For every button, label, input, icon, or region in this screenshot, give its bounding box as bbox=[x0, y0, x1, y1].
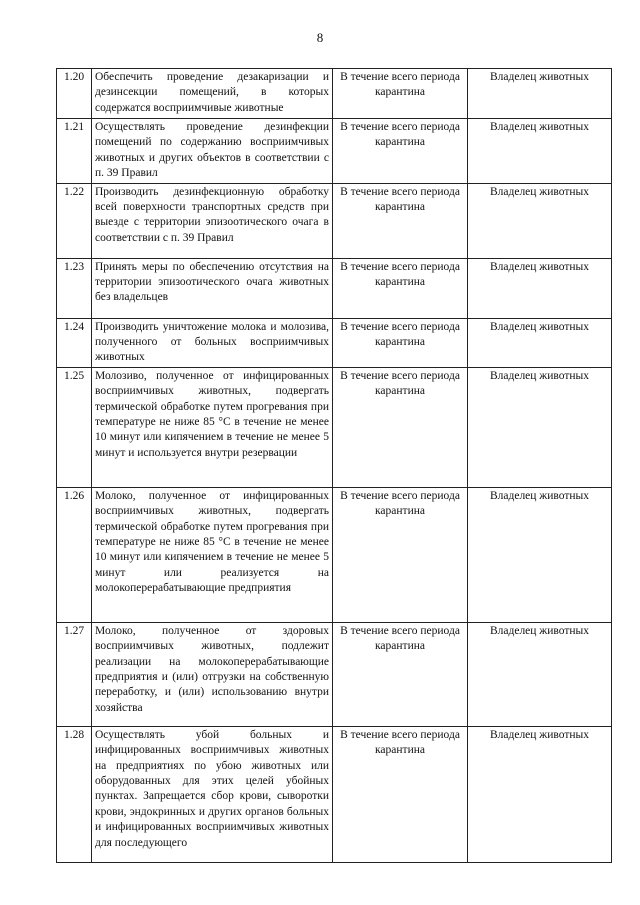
row-number: 1.28 bbox=[57, 726, 92, 862]
row-term: В течение всего периода карантина bbox=[333, 318, 468, 367]
row-responsible: Владелец животных bbox=[468, 258, 612, 318]
table-row bbox=[57, 258, 612, 318]
row-term: В течение всего периода карантина bbox=[333, 487, 468, 622]
row-action: Обеспечить проведение дезакаризации и дезинсекции помещений, в которых содержатся восприимчивые животные bbox=[92, 69, 333, 119]
row-responsible: Владелец животных bbox=[468, 367, 612, 487]
table-row bbox=[57, 119, 612, 184]
row-action: Осуществлять убой больных и инфицированных восприимчивых животных на предприятиях по убою животных или оборудованных для этих целей убойных пунктах. Запрещается сбор крови, сыворотки крови, эндокринных и других органов больных и инфицированных восприимчивых животных для последующего bbox=[92, 726, 333, 862]
row-action: Осуществлять проведение дезинфекции помещений по содержанию восприимчивых животных и других объектов в соответствии с п. 39 Правил bbox=[92, 119, 333, 184]
row-responsible: Владелец животных bbox=[468, 318, 612, 367]
row-responsible: Владелец животных bbox=[468, 487, 612, 622]
row-number: 1.22 bbox=[57, 183, 92, 258]
row-term: В течение всего периода карантина bbox=[333, 726, 468, 862]
row-action: Производить дезинфекционную обработку всей поверхности транспортных средств при выезде с территории эпизоотического очага в соответствии с п. 39 Правил bbox=[92, 183, 333, 258]
row-action: Молоко, полученное от здоровых восприимчивых животных, подлежит реализации на молокоперерабатывающие предприятия и (или) отгрузки на собственную переработку, и (или) использованию внутри хозяйства bbox=[92, 622, 333, 726]
table-row bbox=[57, 183, 612, 258]
row-responsible: Владелец животных bbox=[468, 622, 612, 726]
measures-table bbox=[56, 68, 612, 863]
row-term: В течение всего периода карантина bbox=[333, 119, 468, 184]
row-action: Молозиво, полученное от инфицированных восприимчивых животных, подвергать термической обработке путем прогревания при температуре не ниже 85 °С в течение не менее 10 минут или кипячением в течение не менее 5 минут и используется внутри резервации bbox=[92, 367, 333, 487]
table-row bbox=[57, 487, 612, 622]
row-number: 1.26 bbox=[57, 487, 92, 622]
row-responsible: Владелец животных bbox=[468, 726, 612, 862]
row-term: В течение всего периода карантина bbox=[333, 183, 468, 258]
row-action: Принять меры по обеспечению отсутствия на территории эпизоотического очага животных без владельцев bbox=[92, 258, 333, 318]
table-row bbox=[57, 69, 612, 119]
row-number: 1.24 bbox=[57, 318, 92, 367]
row-responsible: Владелец животных bbox=[468, 119, 612, 184]
table-row bbox=[57, 622, 612, 726]
row-number: 1.23 bbox=[57, 258, 92, 318]
row-responsible: Владелец животных bbox=[468, 183, 612, 258]
row-action: Производить уничтожение молока и молозива, полученного от больных восприимчивых животных bbox=[92, 318, 333, 367]
row-term: В течение всего периода карантина bbox=[333, 69, 468, 119]
row-number: 1.20 bbox=[57, 69, 92, 119]
row-number: 1.21 bbox=[57, 119, 92, 184]
table-row bbox=[57, 726, 612, 862]
row-term: В течение всего периода карантина bbox=[333, 622, 468, 726]
page-number: 8 bbox=[316, 30, 324, 45]
row-responsible: Владелец животных bbox=[468, 69, 612, 119]
row-number: 1.27 bbox=[57, 622, 92, 726]
table-row bbox=[57, 367, 612, 487]
table-row bbox=[57, 318, 612, 367]
row-number: 1.25 bbox=[57, 367, 92, 487]
row-action: Молоко, полученное от инфицированных восприимчивых животных, подвергать термической обработке путем прогревания при температуре не ниже 85 °С в течение не менее 10 минут или кипячением в течение не менее 5 минут или реализуется на молокоперерабатывающие предприятия bbox=[92, 487, 333, 622]
row-term: В течение всего периода карантина bbox=[333, 367, 468, 487]
row-term: В течение всего периода карантина bbox=[333, 258, 468, 318]
